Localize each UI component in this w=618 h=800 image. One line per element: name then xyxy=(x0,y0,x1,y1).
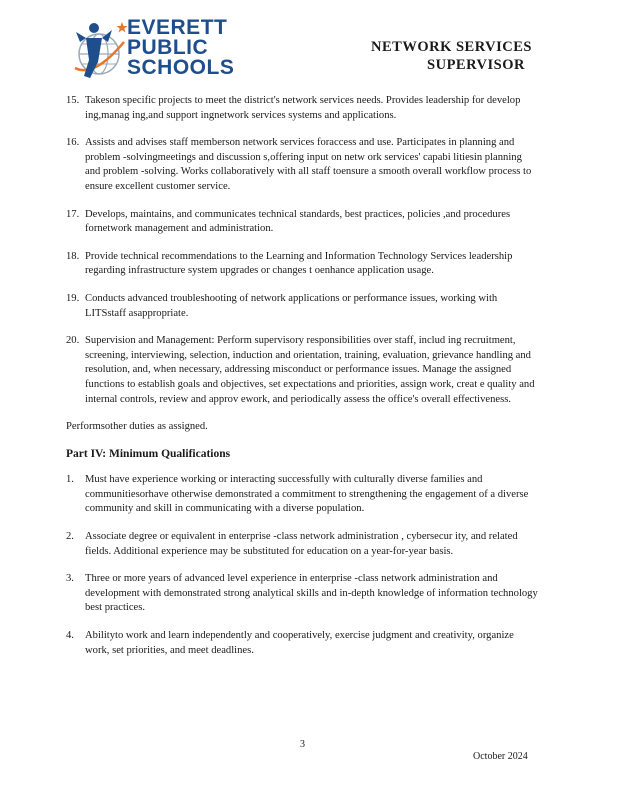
other-duties-text: Performsother duties as assigned. xyxy=(66,421,208,433)
list-item: 18. Provide technical recommendations to the Learning and Information Technology Services leadership regarding infrastructure system upgrades or changes t oenhance application usage. xyxy=(66,250,513,277)
list-item: 17. Develops, maintains, and communicates technical standards, best practices, policies ,and procedures fornetwork management and administration. xyxy=(66,208,511,235)
job-title-line-2: SUPERVISOR xyxy=(427,57,525,73)
logo-wordmark: EVERETT PUBLIC SCHOOLS xyxy=(127,16,235,79)
district-logo xyxy=(72,16,235,82)
list-item: 2. Associate degree or equivalent in enterprise -class network administration , cybersecur ity, and related fields. Additional experience may be substituted for education on a year-for-year basis. xyxy=(66,531,518,557)
job-title xyxy=(371,38,532,74)
job-title-line-1: NETWORK SERVICES xyxy=(371,39,532,55)
list-item: 4. Abilityto work and learn independently and cooperatively, exercise judgment and creativity, organize work, set priorities, and meet deadlines. xyxy=(66,630,514,656)
footer-date: October 2024 xyxy=(473,751,528,762)
globe-figure-icon xyxy=(72,18,128,82)
list-item: 20. Supervision and Management: Perform supervisory responsibilities over staff, includ ing recruitment, screening, interviewing, selection, induction and orientation, training, evaluation, grievance handling and resolution, and, when necessary, addressing misconduct or performance issues. Manage the assigned functions to establish goals and objectives, set expectations and priorities, assign work, creat e quality and internal controls, review and approv ework, and periodically assess the office's overall effectiveness. xyxy=(66,335,535,405)
section-heading: Part IV: Minimum Qualifications xyxy=(66,447,231,460)
list-item: 19. Conducts advanced troubleshooting of network applications or performance issues, working with LITSstaff asappropriate. xyxy=(66,292,498,319)
list-item: 16. Assists and advises staff memberson network services foraccess and use. Participates in planning and problem -solvingmeetings and discussion s,offering input on netw ork services' capabi litiesin planning and problem -solving. Works collaboratively with all staff toensure a smooth overall workflow process to ensure excellent customer service. xyxy=(66,137,532,192)
list-item: 3. Three or more years of advanced level experience in enterprise -class network administration and development with demonstrated strong analytical skills and in-depth knowledge of information technology best practices. xyxy=(66,573,538,614)
document-body xyxy=(66,94,538,671)
page-number: 3 xyxy=(300,739,305,750)
list-item: 1. Must have experience working or interacting successfully with culturally diverse families and communitiesorhave otherwise demonstrated a commitment to strengthening the engagement of a diverse community and skill in communicating with a diverse population. xyxy=(66,474,529,515)
list-item: 15. Takeson specific projects to meet the district's network services needs. Provides leadership for develop ing,manag ing,and support ingnetwork services systems and applications. xyxy=(66,95,521,121)
